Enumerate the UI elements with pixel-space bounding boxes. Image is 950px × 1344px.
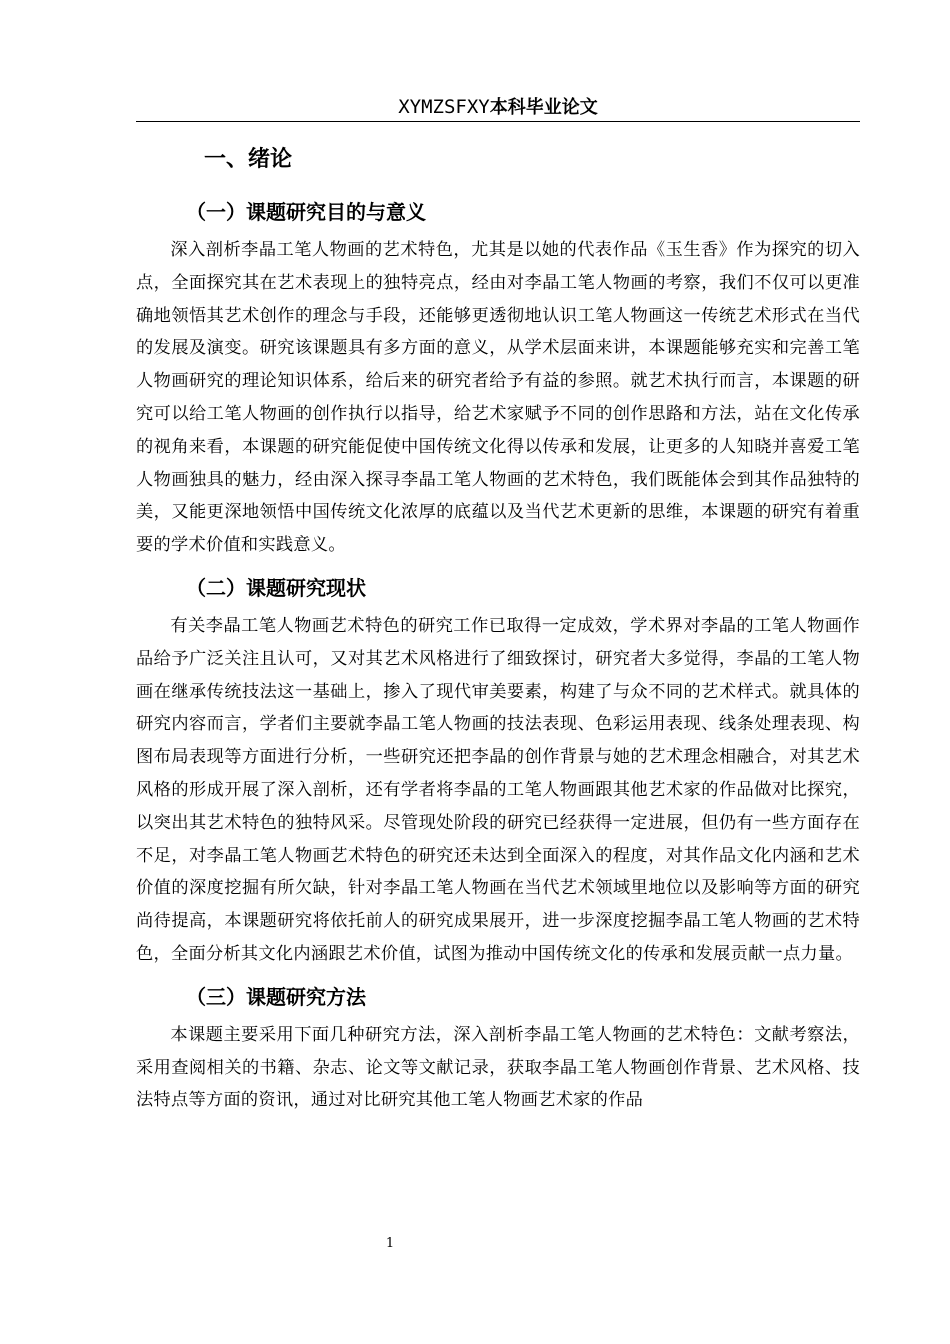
section-heading: （三）课题研究方法 <box>186 984 366 1009</box>
section-paragraph: 有关李晶工笔人物画艺术特色的研究工作已取得一定成效，学术界对李晶的工笔人物画作品给予广泛关注且认可，又对其艺术风格进行了细致探讨，研究者大多觉得，李晶的工笔人物画在继承传统技法这一基础上，掺入了现代审美要素，构建了与众不同的艺术样式。就具体的研究内容而言，学者们主要就李晶工笔人物画的技法表现、色彩运用表现、线条处理表现、构图布局表现等方面进行分析，一些研究还把李晶的创作背景与她的艺术理念相融合，对其艺术风格的形成开展了深入剖析，还有学者将李晶的工笔人物画跟其他艺术家的作品做对比探究，以突出其艺术特色的独特风采。尽管现处阶段的研究已经获得一定进展，但仍有一些方面存在不足，对李晶工笔人物画艺术特色的研究还未达到全面深入的程度，对其作品文化内涵和艺术价值的深度挖掘有所欠缺，针对李晶工笔人物画在当代艺术领域里地位以及影响等方面的研究尚待提高，本课题研究将依托前人的研究成果展开，进一步深度挖掘李晶工笔人物画的艺术特色，全面分析其文化内涵跟艺术价值，试图为推动中国传统文化的传承和发展贡献一点力量。 <box>136 615 860 964</box>
section-methods <box>136 979 860 1117</box>
header-divider <box>136 121 860 122</box>
section-paragraph: 本课题主要采用下面几种研究方法，深入剖析李晶工笔人物画的艺术特色：文献考察法，采用查阅相关的书籍、杂志、论文等文献记录，获取李晶工笔人物画创作背景、艺术风格、技法特点等方面的资讯，通过对比研究其他工笔人物画艺术家的作品 <box>136 1024 860 1111</box>
page-header <box>136 92 860 122</box>
section-purpose <box>136 194 860 562</box>
page-body <box>136 140 860 1125</box>
section-heading: （二）课题研究现状 <box>186 575 366 600</box>
page-number: 1 <box>385 1236 395 1251</box>
chapter-heading: 一、绪论 <box>204 147 293 172</box>
section-paragraph: 深入剖析李晶工笔人物画的艺术特色，尤其是以她的代表作品《玉生香》作为探究的切入点，全面探究其在艺术表现上的独特亮点，经由对李晶工笔人物画的考察，我们不仅可以更准确地领悟其艺术创作的理念与手段，还能够更透彻地认识工笔人物画这一传统艺术形式在当代的发展及演变。研究该课题具有多方面的意义，从学术层面来讲，本课题能够充实和完善工笔人物画研究的理论知识体系，给后来的研究者给予有益的参照。就艺术执行而言，本课题的研究可以给工笔人物画的创作执行以指导，给艺术家赋予不同的创作思路和方法，站在文化传承的视角来看，本课题的研究能促使中国传统文化得以传承和发展，让更多的人知晓并喜爱工笔人物画独具的魅力，经由深入探寻李晶工笔人物画的艺术特色，我们既能体会到其作品独特的美，又能更深地领悟中国传统文化浓厚的底蕴以及当代艺术更新的思维，本课题的研究有着重要的学术价值和实践意义。 <box>136 240 860 556</box>
header-title: 本科毕业论文 <box>489 97 598 118</box>
section-heading: （一）课题研究目的与意义 <box>186 200 426 224</box>
header-school-code: XYMZSFXY <box>398 96 490 118</box>
section-status <box>136 570 860 971</box>
